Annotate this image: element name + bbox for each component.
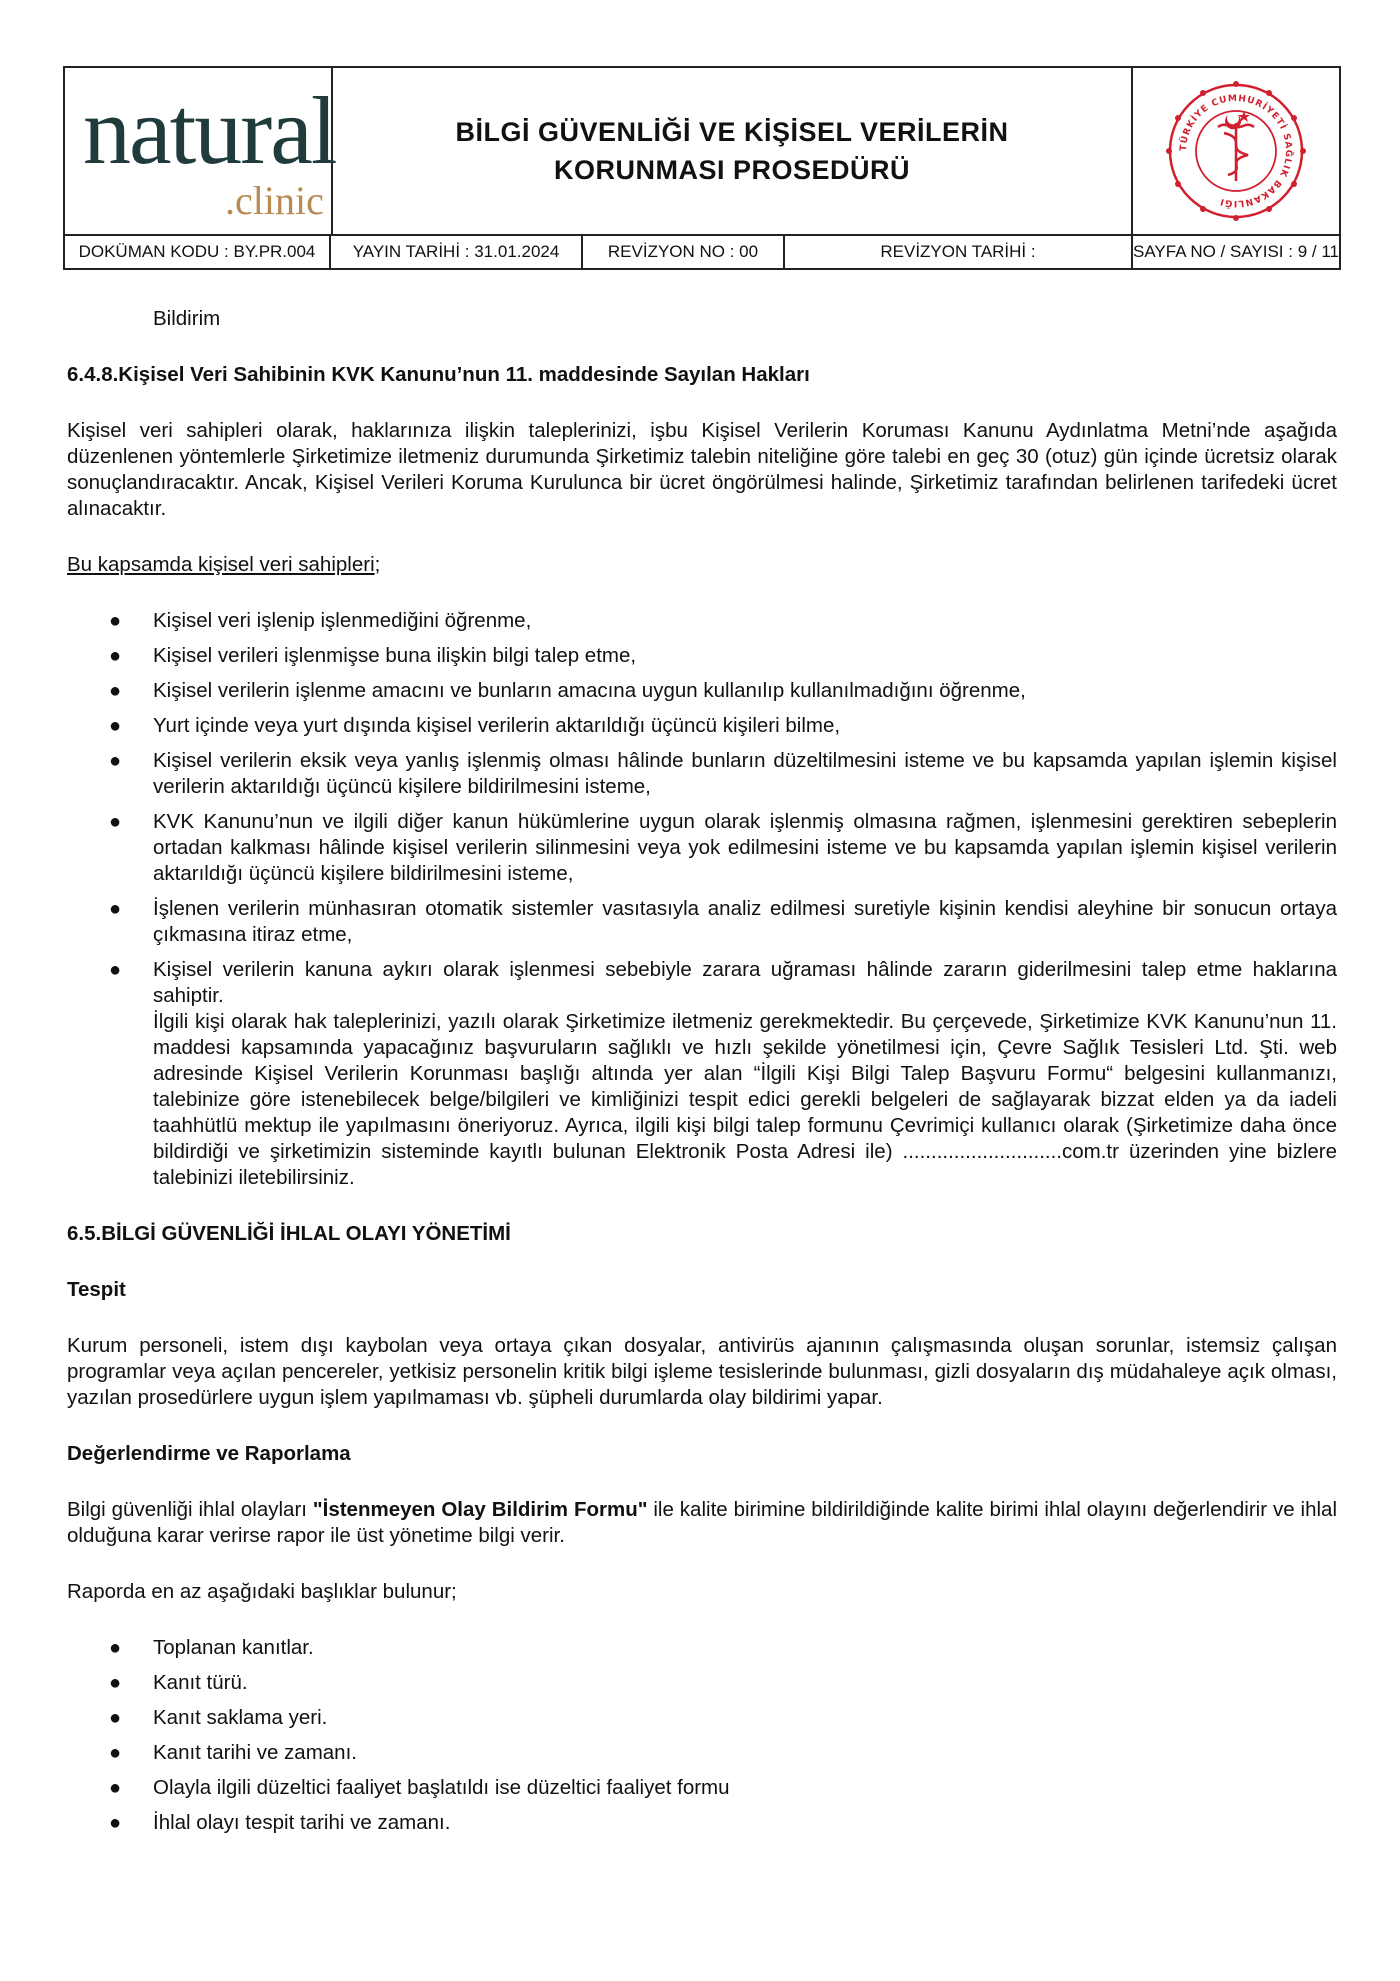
bullet-icon: ● [109,811,122,833]
list-item: ● Kişisel verileri işlenmişse buna ilişkin bilgi talep etme, [109,644,637,667]
incident-form-name: "İstenmeyen Olay Bildirim Formu" [312,1498,648,1521]
bullet-icon: ● [109,1637,122,1659]
logo-subtitle: .clinic [225,178,324,223]
list-item: ● Kişisel verilerin kanuna aykırı olarak işlenmesi sebebiyle zarara uğraması hâlinde zararın giderilmesini talep etme haklarına sahiptir. [109,958,1337,1007]
bullet-icon: ● [109,1672,122,1694]
ministry-seal [1133,68,1339,234]
section-heading-6-4-8: 6.4.8.Kişisel Veri Sahibinin KVK Kanunu’nun 11. maddesinde Sayılan Hakları [67,363,810,386]
logo-wordmark: natural [83,77,336,184]
document-title-cell [333,68,1133,234]
list-item: ● Olayla ilgili düzeltici faaliyet başlatıldı ise düzeltici faaliyet formu [109,1776,730,1799]
list-item: ● İhlal olayı tespit tarihi ve zamanı. [109,1811,451,1834]
bildirim-label: Bildirim [153,307,221,330]
subheading-tespit: Tespit [67,1278,126,1301]
ministry-seal-icon [1166,81,1306,221]
list-item: ● Toplanan kanıtlar. [109,1636,314,1659]
bullet-icon: ● [109,959,122,981]
doc-code: DOKÜMAN KODU : BY.PR.004 [65,236,331,268]
report-items-list [67,1635,1337,1836]
list-item: ● Kişisel verilerin eksik veya yanlış işlenmiş olması hâlinde bunların düzeltilmesini isteme ve bu kapsamda yapılan işlemin kişisel verilerin aktarıldığı üçüncü kişilere bildirilmesini isteme, [109,749,1337,798]
rights-intro-paragraph: Kişisel veri sahipleri olarak, haklarınıza ilişkin taleplerinizi, işbu Kişisel Verilerin Koruması Kanunu Aydınlatma Metni’nde aşağıda düzenlenen yöntemlerle Şirketimize iletmeniz durumunda Şirketimiz talebin niteliğine göre talebi en geç 30 (otuz) gün içinde ücretsiz olarak sonuçlandıracaktır. Ancak, Kişisel Verileri Koruma Kurulunca bir ücret öngörülmesi halinde, Şirketimiz tarafından belirlenen tarifedeki ücret alınacaktır. [67,419,1337,520]
bullet-icon: ● [109,645,122,667]
document-body [67,300,1337,1836]
list-item: ● Kanıt tarihi ve zamanı. [109,1741,357,1764]
document-meta-row [65,234,1339,268]
company-logo [65,68,336,234]
scope-tail: ; [374,553,381,576]
list-item: ● KVK Kanunu’nun ve ilgili diğer kanun hükümlerine uygun olarak işlenmiş olmasına rağmen, işlenmesini gerektiren sebeplerin ortadan kalkması hâlinde kişisel verilerin silinmesini veya yok edilmesini isteme ve bu kapsamda yapılan işlemin kişisel verilerin aktarıldığı üçüncü kişilere bildirilmesini isteme, [109,810,1337,885]
bullet-icon: ● [109,898,122,920]
subheading-degerlendirme: Değerlendirme ve Raporlama [67,1442,351,1465]
report-intro: Raporda en az aşağıdaki başlıklar bulunur; [67,1580,457,1603]
list-item: ● Yurt içinde veya yurt dışında kişisel verilerin aktarıldığı üçüncü kişileri bilme, [109,714,841,737]
list-item: ● Kanıt saklama yeri. [109,1706,328,1729]
page-number: SAYFA NO / SAYISI : 9 / 11 [1133,242,1339,261]
rights-list [67,608,1337,1009]
bullet-icon: ● [109,1707,122,1729]
list-item: ● İşlenen verilerin münhasıran otomatik sistemler vasıtasıyla analiz edilmesi suretiyle kişinin kendisi aleyhine bir sonucun ortaya çıkmasına itiraz etme, [109,897,1337,946]
application-instructions-paragraph: İlgili kişi olarak hak taleplerinizi, yazılı olarak Şirketimize iletmeniz gerekmektedir. Bu çerçevede, Şirketimize KVK Kanunu’nun 11. maddesi kapsamında yapacağınız başvuruların sağlıklı ve hızlı şekilde yönetilmesi için, Çevre Sağlık Tesisleri Ltd. Şti. web adresinde Kişisel Verilerin Korunması başlığı altında yer alan “İlgili Kişi Bilgi Talep Başvuru Formu“ belgesini kullanmanızı, talebinize göre istenebilecek belge/bilgileri ve kimliğinizi tespit edici gerekli belgeleri de sağlayarak bizzat elden ya da iadeli taahhütlü mektup ile yapılmasını öneriyoruz. Ayrıca, ilgili kişi bilgi talep formunu Çevrimiçi kullanıcı olarak (Şirketimize daha önce bildirdiği ve şirketimizin sisteminde kayıtlı bulunan Elektronik Posta Adresi ile) ............................com.tr üzerinden yine bizlere talebinizi iletebilirsiniz. [153,1010,1337,1189]
list-item: ● Kişisel veri işlenip işlenmediğini öğrenme, [109,609,532,632]
degerlendirme-paragraph: Bilgi güvenliği ihlal olayları "İstenmeyen Olay Bildirim Formu" ile kalite birimine bildirildiğinde kalite birimi ihlal olayını değerlendirir ve ihlal olduğuna karar verirse rapor ile üst yönetime bilgi verir. [67,1498,1338,1547]
revision-date: REVİZYON TARİHİ : [785,236,1133,268]
tespit-paragraph: Kurum personeli, istem dışı kaybolan veya ortaya çıkan dosyalar, antivirüs ajanının çalışmasında oluşan sorunlar, istemsiz çalışan programlar veya açılan pencereler, yetkisiz personelin kritik bilgi işleme tesislerinde bulunması, gizli dosyaların dış müdahaleye açık olması, yazılan prosedürlere uygun işlem yapılmaması vb. şüpheli durumlarda olay bildirimi yapar. [67,1334,1337,1409]
bullet-icon: ● [109,1812,122,1834]
bullet-icon: ● [109,1742,122,1764]
bullet-icon: ● [109,750,122,772]
list-item: ● Kişisel verilerin işlenme amacını ve bunların amacına uygun kullanılıp kullanılmadığını öğrenme, [109,679,1026,702]
publish-date: YAYIN TARİHİ : 31.01.2024 [331,236,583,268]
scope-underlined-text: Bu kapsamda kişisel veri sahipleri [67,553,375,576]
bullet-icon: ● [109,715,122,737]
document-header-table [63,66,1341,270]
list-item: ● Kanıt türü. [109,1671,248,1694]
scope-sentence [67,552,1337,578]
bullet-icon: ● [109,610,122,632]
document-title [455,113,1008,189]
revision-number: REVİZYON NO : 00 [583,236,785,268]
document-title-line-2: KORUNMASI PROSEDÜRÜ [553,155,911,185]
bullet-icon: ● [109,680,122,702]
document-title-line-1: BİLGİ GÜVENLİĞİ VE KİŞİSEL VERİLERİN [455,117,1009,147]
section-heading-6-5: 6.5.BİLGİ GÜVENLİĞİ İHLAL OLAYI YÖNETİMİ [67,1222,511,1245]
svg-text:TÜRKİYE CUMHURİYETİ SAĞLIK BAK: TÜRKİYE CUMHURİYETİ SAĞLIK BAKANLIĞI [1178,93,1294,209]
bullet-icon: ● [109,1777,122,1799]
